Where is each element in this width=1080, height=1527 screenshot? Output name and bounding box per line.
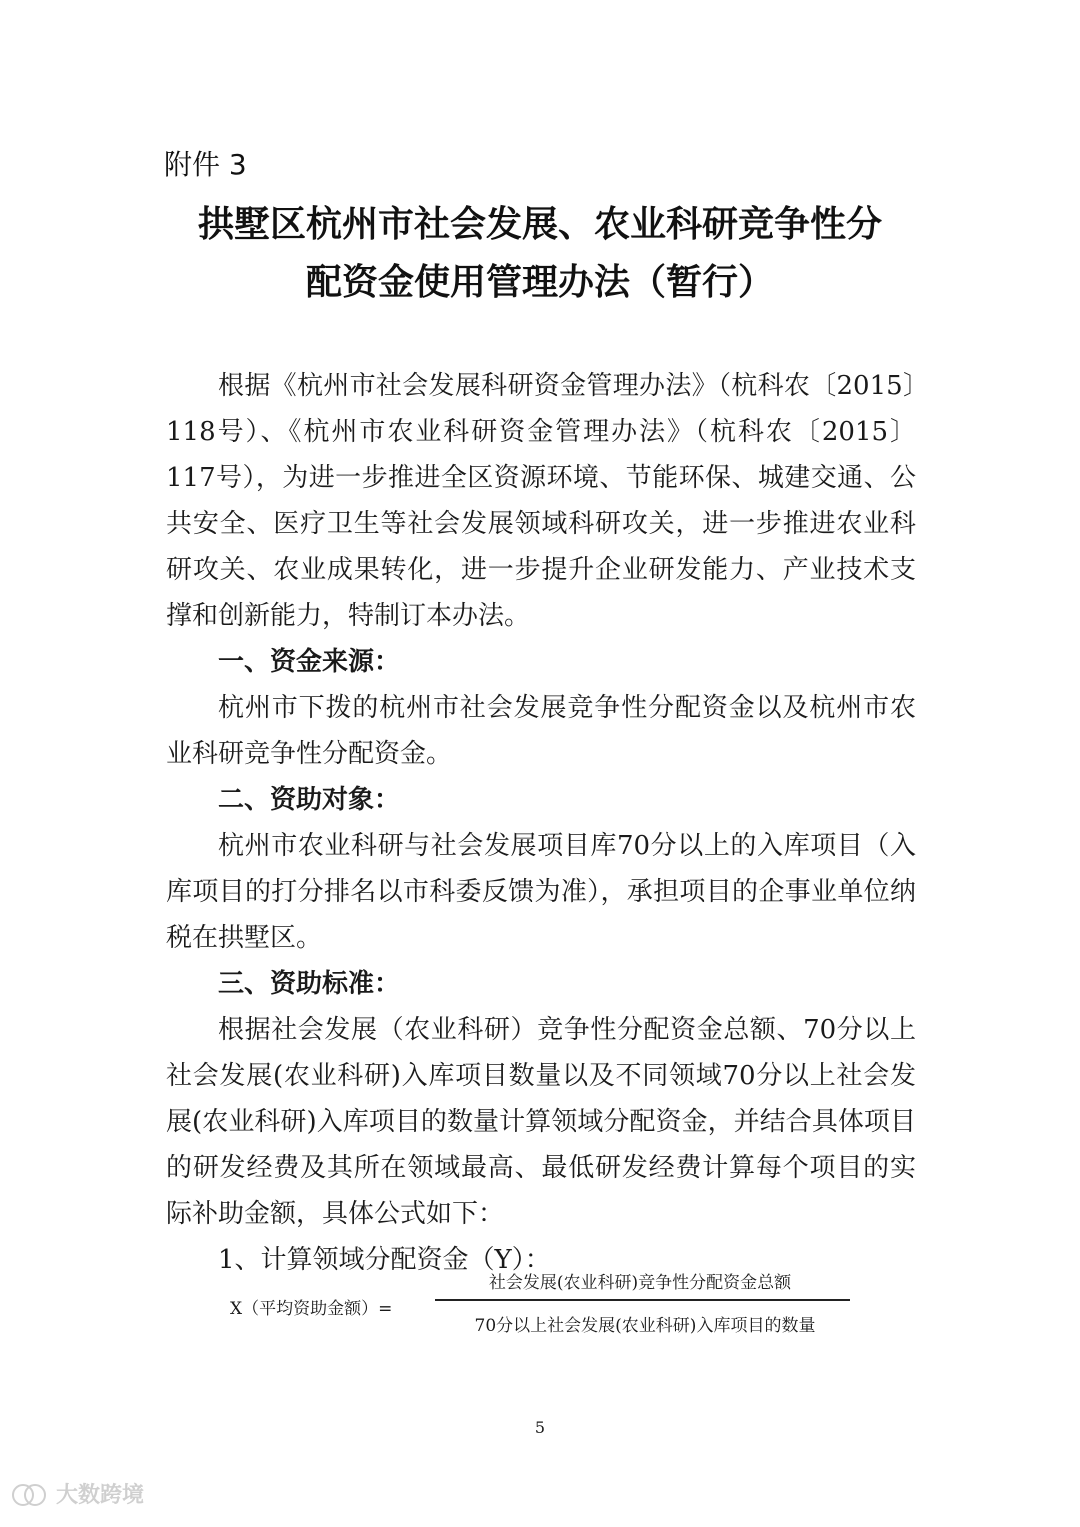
watermark-text: 大数跨境 — [56, 1483, 145, 1508]
section-3-text: 根据社会发展（农业科研）竞争性分配资金总额、70分以上社会发展(农业科研)入库项目数量以及不同领域70分以上社会发展(农业科研)入库项目的数量计算领域分配资金，并结合具体项目的研发经费及其所在领域最高、最低研发经费计算每个项目的实际补助金额，具体公式如下： — [166, 1015, 916, 1229]
fraction-bar — [435, 1299, 850, 1301]
formula-denominator: 70分以上社会发展(农业科研)入库项目的数量 — [474, 1316, 816, 1336]
section-1-text: 杭州市下拨的杭州市社会发展竞争性分配资金以及杭州市农业科研竞争性分配资金。 — [166, 693, 916, 769]
subitem-1: 1、计算领域分配资金（Y）： — [218, 1245, 551, 1275]
formula — [230, 1266, 870, 1346]
document-body — [166, 363, 916, 1283]
page-number: 5 — [534, 1418, 546, 1437]
intro-paragraph: 根据《杭州市社会发展科研资金管理办法》（杭科农〔2015〕118号）、《杭州市农业科研资金管理办法》（杭科农〔2015〕117号），为进一步推进全区资源环境、节能环保、城建交通、公共安全、医疗卫生等社会发展领域科研攻关，进一步推进农业科研攻关、农业成果转化，进一步提升企业研发能力、产业技术支撑和创新能力，特制订本办法。 — [166, 371, 916, 631]
section-1-heading: 一、资金来源： — [218, 647, 401, 677]
watermark — [12, 1478, 144, 1509]
title-line-1: 拱墅区杭州市社会发展、农业科研竞争性分 — [197, 204, 882, 245]
section-2-heading: 二、资助对象： — [218, 785, 401, 815]
formula-lhs: X（平均资助金额）= — [230, 1299, 393, 1319]
section-3-heading: 三、资助标准： — [218, 969, 401, 999]
attachment-label: 附件 3 — [164, 148, 247, 181]
formula-numerator: 社会发展(农业科研)竞争性分配资金总额 — [488, 1273, 792, 1293]
section-2-text: 杭州市农业科研与社会发展项目库70分以上的入库项目（入库项目的打分排名以市科委反馈为准），承担项目的企事业单位纳税在拱墅区。 — [166, 831, 916, 953]
title-line-2: 配资金使用管理办法（暂行） — [305, 262, 774, 303]
watermark-logo-icon — [12, 1481, 52, 1507]
